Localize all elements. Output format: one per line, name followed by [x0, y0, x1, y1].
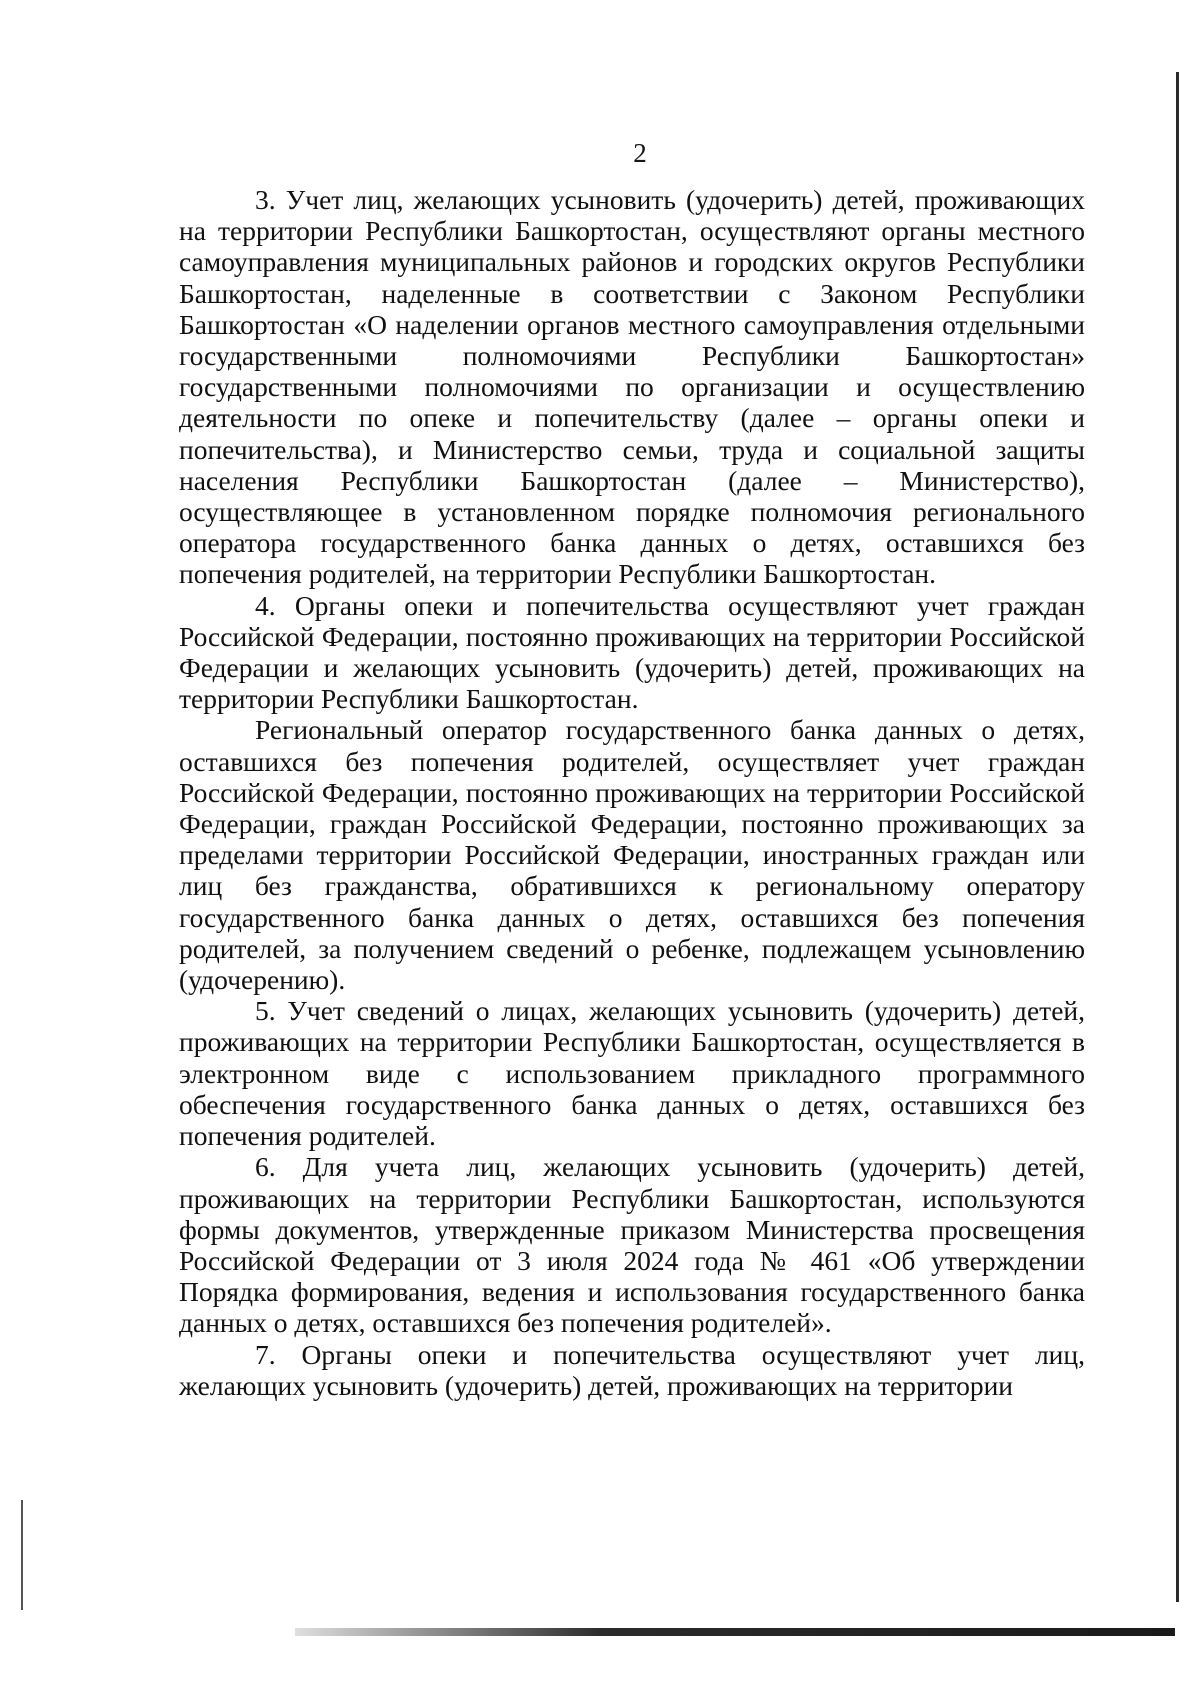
- paragraph-3: 3. Учет лиц, желающих усыновить (удочерить) детей, проживающих на территории Республики Башкортостан, осуществляют органы местного самоуправления муниципальных районов и городских округов Республики Башкортостан, наделенные в соответствии с Законом Республики Башкортостан «О наделении органов местного самоуправления отдельными государственными полномочиями Республики Башкортостан» государственными полномочиями по организации и осуществлению деятельности по опеке и попечительству (далее – органы опеки и попечительства), и Министерство семьи, труда и социальной защиты населения Республики Башкортостан (далее – Министерство), осуществляющее в установленном порядке полномочия регионального оператора государственного банка данных о детях, оставшихся без попечения родителей, на территории Республики Башкортостан.: [179, 184, 1085, 590]
- scan-edge-right: [1176, 72, 1179, 1602]
- paragraph-5: 5. Учет сведений о лицах, желающих усыновить (удочерить) детей, проживающих на территории Республики Башкортостан, осуществляется в электронном виде с использованием прикладного программного обеспечения государственного банка данных о детях, оставшихся без попечения родителей.: [179, 995, 1085, 1152]
- paragraph-4-continuation: Региональный оператор государственного банка данных о детях, оставшихся без попечения родителей, осуществляет учет граждан Российской Федерации, постоянно проживающих на территории Российской Федерации, граждан Российской Федерации, постоянно проживающих за пределами территории Российской Федерации, иностранных граждан или лиц без гражданства, обратившихся к региональному оператору государственного банка данных о детях, оставшихся без попечения родителей, за получением сведений о ребенке, подлежащем усыновлению (удочерению).: [179, 714, 1085, 996]
- document-body: [179, 184, 1085, 1401]
- paragraph-7: 7. Органы опеки и попечительства осуществляют учет лиц, желающих усыновить (удочерить) детей, проживающих на территории: [179, 1338, 1085, 1401]
- paragraph-6: 6. Для учета лиц, желающих усыновить (удочерить) детей, проживающих на территории Республики Башкортостан, используются формы документов, утвержденные приказом Министерства просвещения Российской Федерации от 3 июля 2024 года № 461 «Об утверждении Порядка формирования, ведения и использования государственного банка данных о детях, оставшихся без попечения родителей».: [179, 1151, 1085, 1339]
- paragraph-4: 4. Органы опеки и попечительства осуществляют учет граждан Российской Федерации, постоянно проживающих на территории Российской Федерации и желающих усыновить (удочерить) детей, проживающих на территории Республики Башкортостан.: [179, 589, 1085, 715]
- page-number: 2: [633, 138, 647, 168]
- scan-edge-bottom: [295, 1628, 1175, 1636]
- scan-edge-left: [21, 1500, 23, 1610]
